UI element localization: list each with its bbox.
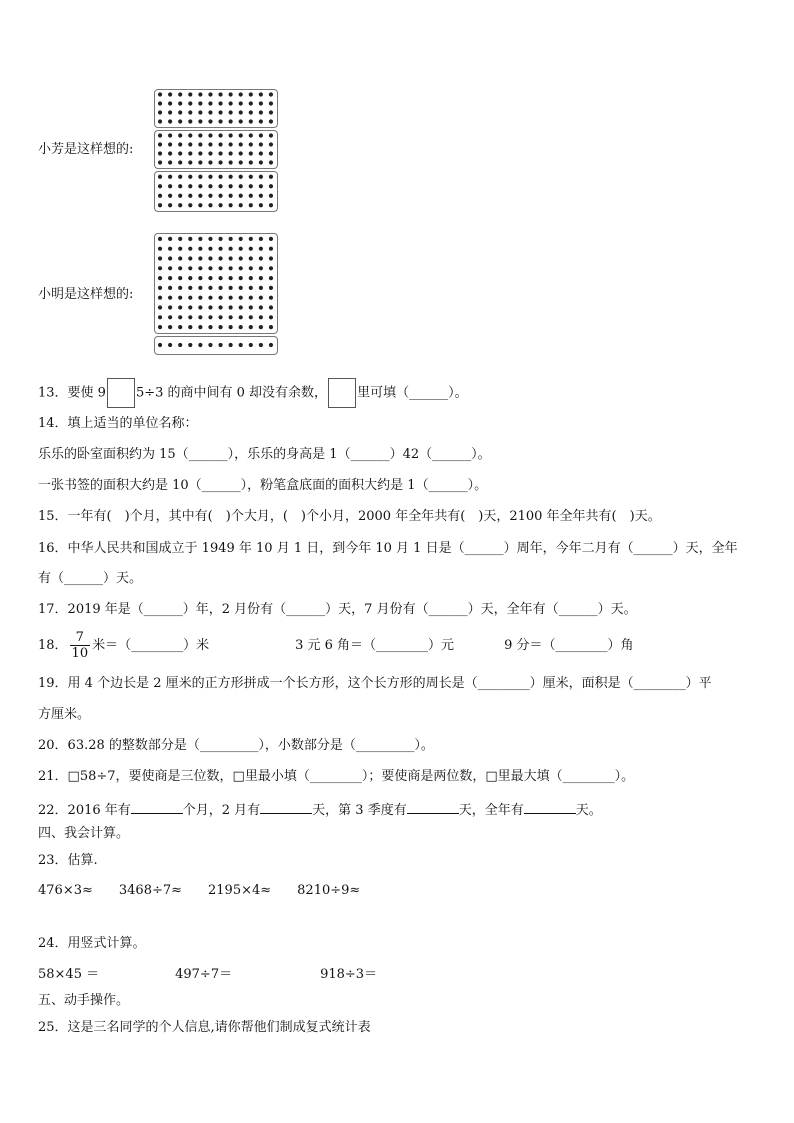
q22-part-c: 天，第 3 季度有 [312,803,407,818]
q24-title: 24．用竖式计算。 [38,936,146,951]
q18-fraction [70,630,91,661]
question-25: 25．这是三名同学的个人信息,请你帮他们制成复式统计表 [38,1020,371,1035]
q14-line-2: 一张书签的面积大约是 10（______），粉笔盒底面的面积大约是 1（______）。 [38,478,488,493]
q22-part-e: 天。 [575,803,602,818]
q22-blank-4[interactable] [524,799,576,814]
question-18 [38,628,633,664]
q13-part-c: 里可填（______）。 [357,385,468,401]
question-13 [38,378,468,408]
q14-title: 14．填上适当的单位名称： [38,416,198,431]
q14-line-1: 乐乐的卧室面积约为 15（______），乐乐的身高是 1（______）42（______）。 [38,447,491,462]
q24-items [38,966,377,984]
q23-item: 476×3≈ [38,883,93,898]
section-4-heading: 四、我会计算。 [38,826,130,841]
q23-item: 8210÷9≈ [297,883,361,898]
question-17: 17．2019 年是（______）年，2 月份有（______）天，7 月份有（______）天，全年有（______）天。 [38,602,637,617]
q18-prefix: 18． [38,638,68,653]
q13-blank-box-2[interactable] [328,378,356,408]
question-22 [38,799,602,820]
dot-panel-xm-1 [154,233,278,334]
q16-line-1: 16．中华人民共和国成立于 1949 年 10 月 1 日，到今年 10 月 1 日是（______）周年，今年二月有（______）天，全年 [38,541,738,556]
dot-panel-xm-2 [154,336,278,355]
q22-part-d: 天，全年有 [458,803,524,818]
q23-item: 3468÷7≈ [118,883,183,898]
q13-part-a: 13．要使 9 [38,385,106,401]
q23-items [38,882,360,900]
q24-item: 58×45 ＝ [38,967,100,982]
q18-part-3: 9 分＝（________）角 [504,638,634,653]
q18-part-1: 米＝（________）米 [92,638,210,653]
q18-fraction-numerator: 7 [75,630,84,645]
section-5-heading: 五、动手操作。 [38,993,130,1008]
q24-item: 497÷7＝ [175,967,233,982]
q13-blank-box-1[interactable] [107,378,135,408]
q22-part-b: 个月，2 月有 [182,803,261,818]
q18-fraction-denominator: 10 [71,646,89,661]
xiaofang-label: 小芳是这样想的: [38,142,134,157]
question-21: 21．□58÷7，要使商是三位数，□里最小填（________）；要使商是两位数，□里最大填（________）。 [38,769,635,784]
question-20: 20．63.28 的整数部分是（_________），小数部分是（_________）。 [38,738,434,753]
q13-part-b: 5÷3 的商中间有 0 却没有余数， [135,385,328,401]
q22-blank-1[interactable] [131,799,183,814]
dot-panel-xf-2 [154,130,278,169]
q16-line-2: 有（______）天。 [38,571,143,586]
q22-blank-2[interactable] [260,799,312,814]
q19-line-2: 方厘米。 [38,707,91,722]
dot-panel-xf-1 [154,89,278,128]
q22-blank-3[interactable] [407,799,459,814]
q24-item: 918÷3＝ [320,967,378,982]
question-15: 15．一年有( )个月，其中有( )个大月，( )个小月，2000 年全年共有( )天，2100 年全年共有( )天。 [38,509,661,524]
q23-item: 2195×4≈ [208,883,272,898]
q23-title: 23．估算. [38,853,98,868]
q18-part-2: 3 元 6 角＝（________）元 [295,638,455,653]
q22-part-a: 22．2016 年有 [38,803,131,818]
dot-panel-xf-3 [154,171,278,212]
q19-line-1: 19．用 4 个边长是 2 厘米的正方形拼成一个长方形，这个长方形的周长是（________）厘米，面积是（________）平 [38,676,712,691]
xiaoming-label: 小明是这样想的: [38,287,134,302]
